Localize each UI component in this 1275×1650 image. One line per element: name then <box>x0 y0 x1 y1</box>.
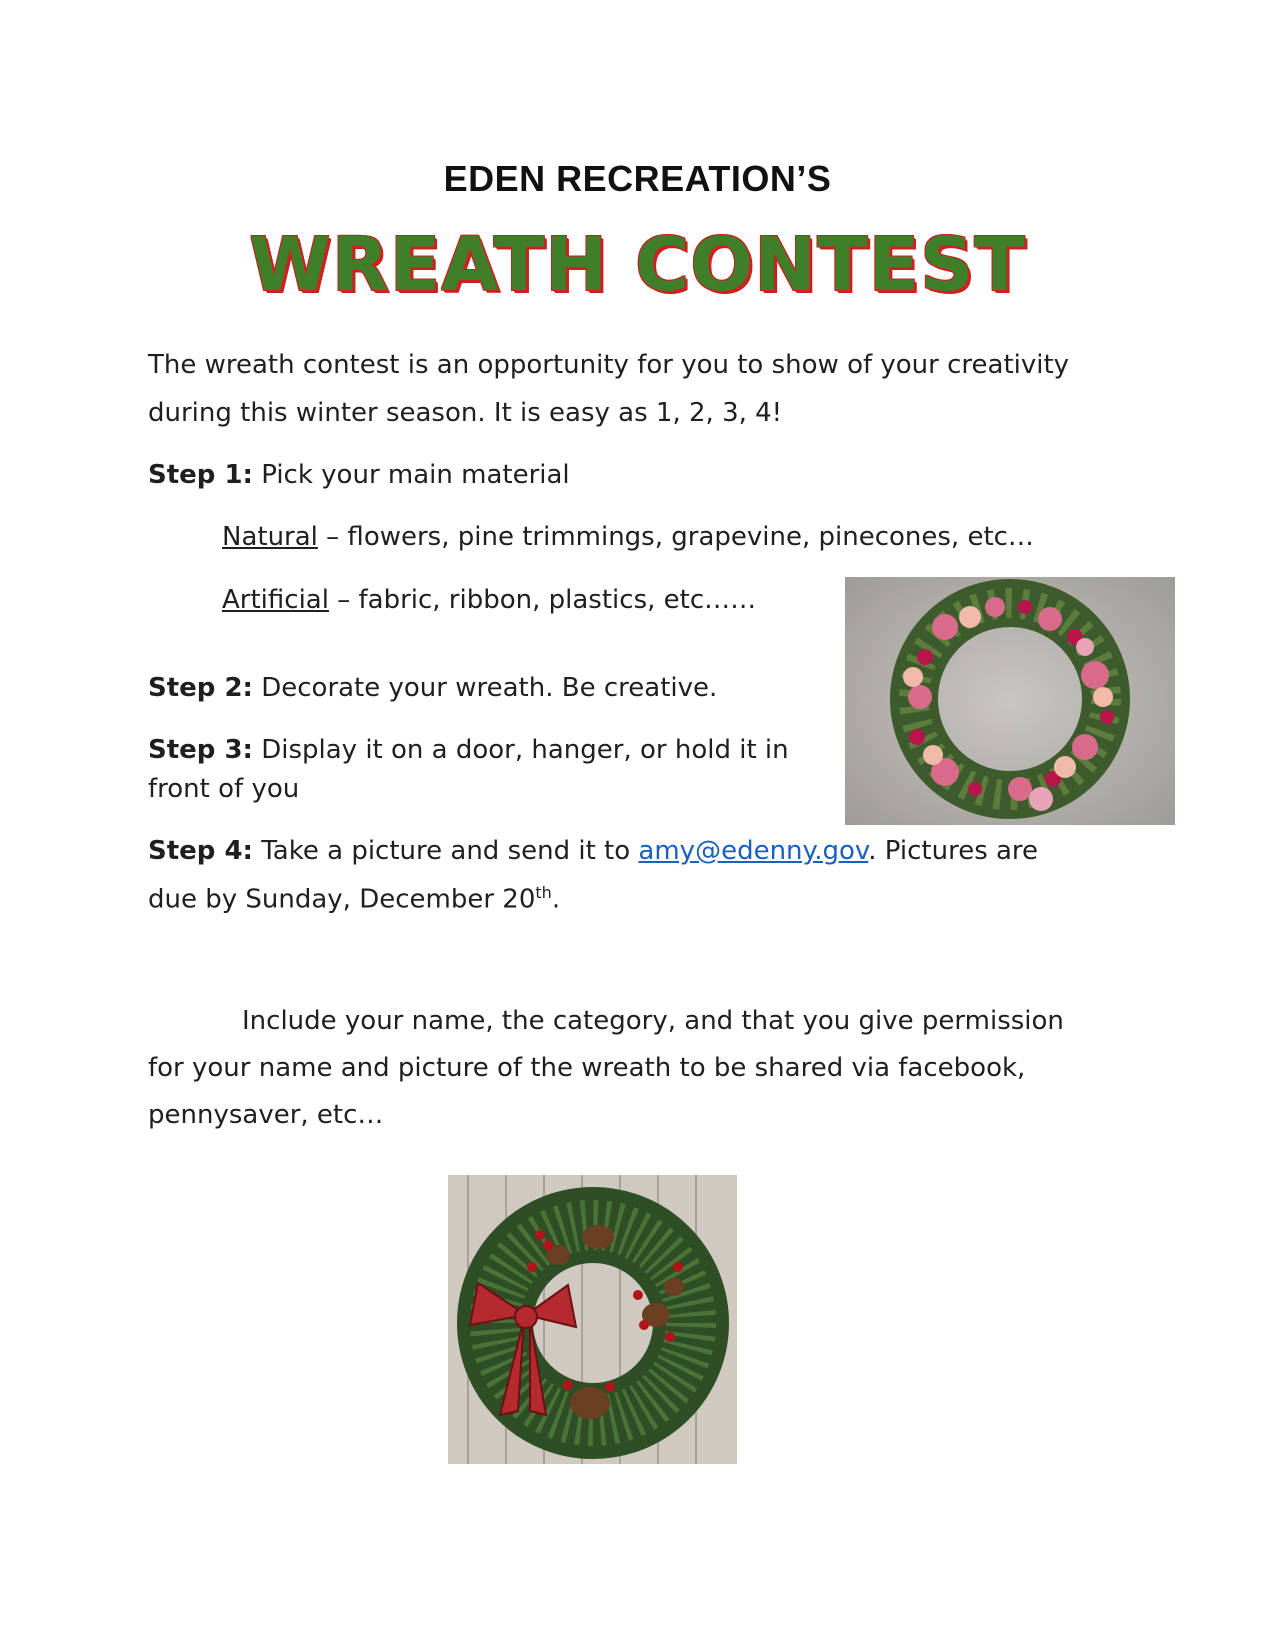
step-1-text: Pick your main material <box>261 460 570 490</box>
intro-line-1: The wreath contest is an opportunity for you to show of your creativity <box>148 350 1070 380</box>
due-date-text: due by Sunday, December 20 <box>148 884 536 915</box>
step-3-label: Step 3: <box>148 735 253 765</box>
pine-wreath-svg <box>448 1175 737 1464</box>
floral-wreath-svg <box>845 577 1175 825</box>
step-4-text: Take a picture and send it to <box>261 836 631 866</box>
step-2 <box>148 673 717 703</box>
step-1-label: Step 1: <box>148 460 253 490</box>
material-artificial-name: Artificial <box>222 585 329 615</box>
page-title: WREATH CONTEST <box>249 222 1026 308</box>
material-natural-name: Natural <box>222 522 318 552</box>
material-natural-desc: – flowers, pine trimmings, grapevine, pinecones, etc… <box>326 522 1034 552</box>
step-1 <box>148 460 570 490</box>
closing-line-1: Include your name, the category, and that you give permission <box>242 1006 1064 1036</box>
step-3-line-2: front of you <box>148 774 300 804</box>
closing-line-3: pennysaver, etc… <box>148 1100 384 1130</box>
step-4-label: Step 4: <box>148 836 253 866</box>
step-2-label: Step 2: <box>148 673 253 703</box>
step-4-text-after: . Pictures are <box>868 836 1039 866</box>
step-4-line-2 <box>148 883 560 915</box>
due-date-sup: th <box>535 883 552 902</box>
due-date-end: . <box>551 884 561 915</box>
pre-title: EDEN RECREATION’S <box>443 158 832 199</box>
step-3-text: Display it on a door, hanger, or hold it in <box>261 735 789 765</box>
pine-wreath-image <box>448 1175 737 1464</box>
material-artificial-desc: – fabric, ribbon, plastics, etc…… <box>337 585 757 615</box>
intro-line-2: during this winter season. It is easy as 1, 2, 3, 4! <box>148 398 783 428</box>
floral-wreath-image <box>845 577 1175 825</box>
material-artificial <box>222 585 756 615</box>
step-2-text: Decorate your wreath. Be creative. <box>261 673 718 703</box>
step-4 <box>148 836 1038 866</box>
material-natural <box>222 522 1034 552</box>
closing-line-2: for your name and picture of the wreath to be shared via facebook, <box>148 1053 1026 1083</box>
step-3 <box>148 735 789 765</box>
email-link[interactable]: amy@edenny.gov <box>638 836 869 866</box>
